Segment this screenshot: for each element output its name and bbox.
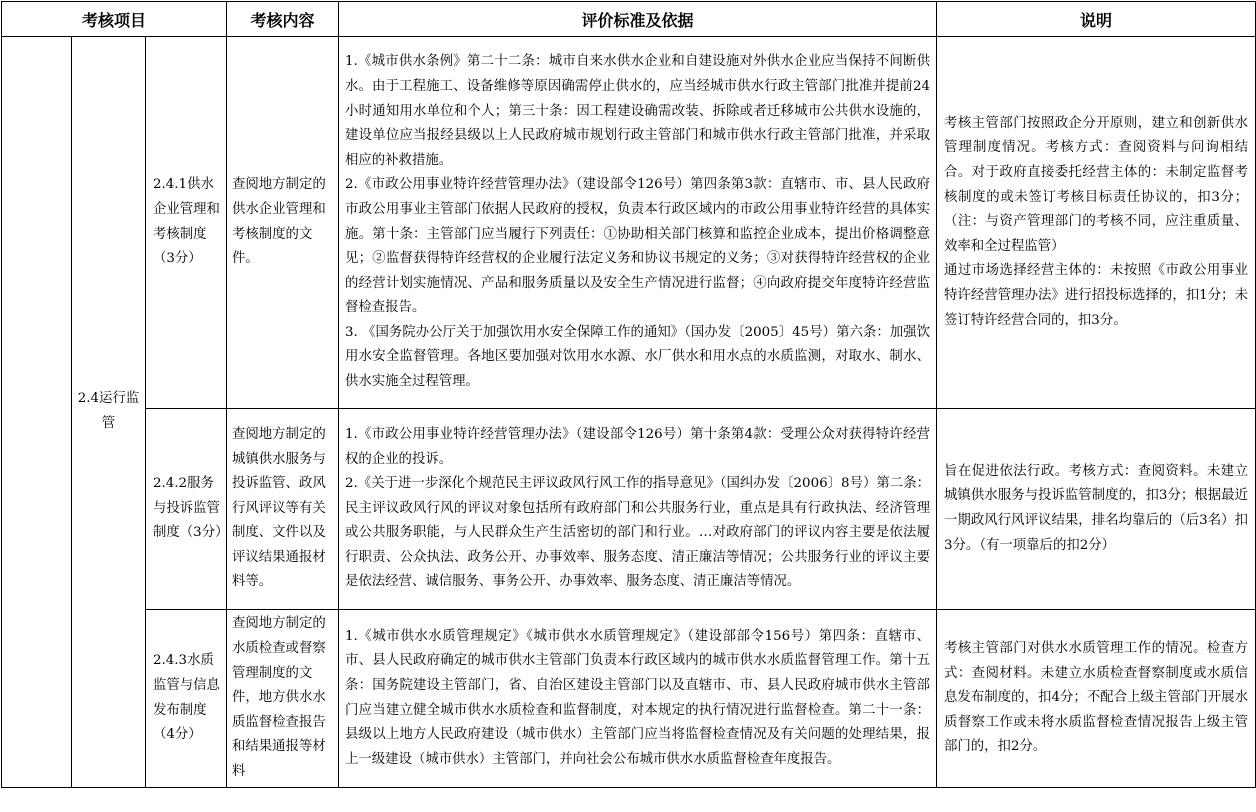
- criteria-cell: [339, 37, 937, 409]
- note-cell: [937, 610, 1256, 788]
- table-row: [2, 409, 1256, 610]
- header-criteria: 评价标准及依据: [339, 2, 937, 37]
- note-paragraph: 考核主管部门按照政企分开原则，建立和创新供水管理制度情况。考核方式：查阅资料与问询相结合。对于政府直接委托经营主体的：未制定监督考核制度的或未签订考核目标责任协议的，扣3分；（注：与资产管理部门的考核不同，应注重质量、效率和全过程监管）: [944, 115, 1248, 254]
- criteria-paragraph: 2.《市政公用事业特许经营管理办法》（建设部令126号）第四条第3款：直辖市、市、县人民政府市政公用事业主管部门依据人民政府的授权，负责本行政区域内的市政公用事业特许经营的具体实施。第十条：主管部门应当履行下列责任：①协助相关部门核算和监控企业成本，提出价格调整意见；②监督获得特许经营权的企业履行法定义务和协议书规定的义务；③对获得特许经营权的企业的经营计划实施情况、产品和服务质量以及安全生产情况进行监督；④向政府提交年度特许经营监督检查报告。: [345, 177, 930, 316]
- header-note: 说明: [937, 2, 1256, 37]
- criteria-paragraph: 1.《城市供水条例》第二十二条：城市自来水供水企业和自建设施对外供水企业应当保持不间断供水。由于工程施工、设备维修等原因确需停止供水的，应当经城市供水行政主管部门批准并提前24小时通知用水单位和个人；第三十条：因工程建设确需改装、拆除或者迁移城市公共供水设施的，建设单位应当报经县级以上人民政府城市规划行政主管部门和城市供水行政主管部门批准，并采取相应的补救措施。: [345, 54, 930, 168]
- assessment-table: [1, 1, 1256, 788]
- blank-cell: [2, 37, 72, 788]
- content-cell: 查阅地方制定的城镇供水服务与投诉监管、政风行风评议等有关制度、文件以及评议结果通报材料等。: [227, 409, 339, 610]
- note-paragraph: 通过市场选择经营主体的：未按照《市政公用事业特许经营管理办法》进行招投标选择的，扣1分；未签订特许经营合同的，扣3分。: [944, 263, 1248, 328]
- content-cell: 查阅地方制定的水质检查或督察管理制度的文件，地方供水水质监督检查报告和结果通报等材料: [227, 610, 339, 788]
- criteria-paragraph: 3. 《国务院办公厅关于加强饮用水安全保障工作的通知》（国办发〔2005〕45号）第六条：加强饮用水安全监督管理。各地区要加强对饮用水水源、水厂供水和用水点的水质监测，对取水、制水、供水实施全过程管理。: [345, 324, 930, 390]
- criteria-paragraph: 2.《关于进一步深化个规范民主评议政风行风工作的指导意见》（国纠办发〔2006〕8号）第二条：民主评议政风行风的评议对象包括所有政府部门和公共服务行业，重点是具有行政执法、经济管理或公共服务职能，与人民群众生产生活密切的部门和行业。…对政府部门的评议内容主要是依法履行职责、公众执法、政务公开、办事效率、服务态度、清正廉洁等情况；公共服务行业的评议主要是依法经营、诚信服务、事务公开、办事效率、服务态度、清正廉洁等情况。: [345, 476, 930, 590]
- header-item: 考核项目: [2, 2, 227, 37]
- criteria-cell: [339, 610, 937, 788]
- section-cell: 2.4运行监管: [72, 37, 146, 788]
- criteria-cell: [339, 409, 937, 610]
- content-cell: 查阅地方制定的供水企业管理和考核制度的文件。: [227, 37, 339, 409]
- criteria-paragraph: 1.《市政公用事业特许经营管理办法》（建设部令126号）第十条第4款：受理公众对获得特许经营权的企业的投诉。: [345, 426, 930, 467]
- criteria-paragraph: 1.《城市供水水质管理规定》《城市供水水质管理规定》（建设部部令156号）第四条：直辖市、市、县人民政府确定的城市供水主管部门负责本行政区域内的城市供水水质监督管理工作。第十五条：国务院建设主管部门，省、自治区建设主管部门以及直辖市、市、县人民政府城市供水主管部门应当建立健全城市供水水质检查和监督制度，对本规定的执行情况进行监督检查。第二十一条：县级以上地方人民政府建设（城市供水）主管部门应当将监督检查情况及有关问题的处理结果，报上一级建设（城市供水）主管部门，并向社会公布城市供水水质监督检查年度报告。: [345, 628, 930, 767]
- table-row: [2, 610, 1256, 788]
- table-row: [2, 37, 1256, 409]
- note-cell: [937, 37, 1256, 409]
- item-cell: 2.4.1供水企业管理和考核制度（3分）: [146, 37, 227, 409]
- item-cell: 2.4.3水质监管与信息发布制度（4分）: [146, 610, 227, 788]
- note-paragraph: 旨在促进依法行政。考核方式：查阅资料。未建立城镇供水服务与投诉监管制度的，扣3分；根据最近一期政风行风评议结果，排名均靠后的（后3名）扣3分。（有一项靠后的扣2分）: [944, 463, 1248, 553]
- header-content: 考核内容: [227, 2, 339, 37]
- header-row: [2, 2, 1256, 37]
- item-cell: 2.4.2服务与投诉监管制度（3分）: [146, 409, 227, 610]
- note-cell: [937, 409, 1256, 610]
- note-paragraph: 考核主管部门对供水水质管理工作的情况。检查方式：查阅材料。未建立水质检查督察制度或水质信息发布制度的，扣4分；不配合上级主管部门开展水质督察工作或未将水质监督检查情况报告上级主管部门的，扣2分。: [944, 641, 1248, 755]
